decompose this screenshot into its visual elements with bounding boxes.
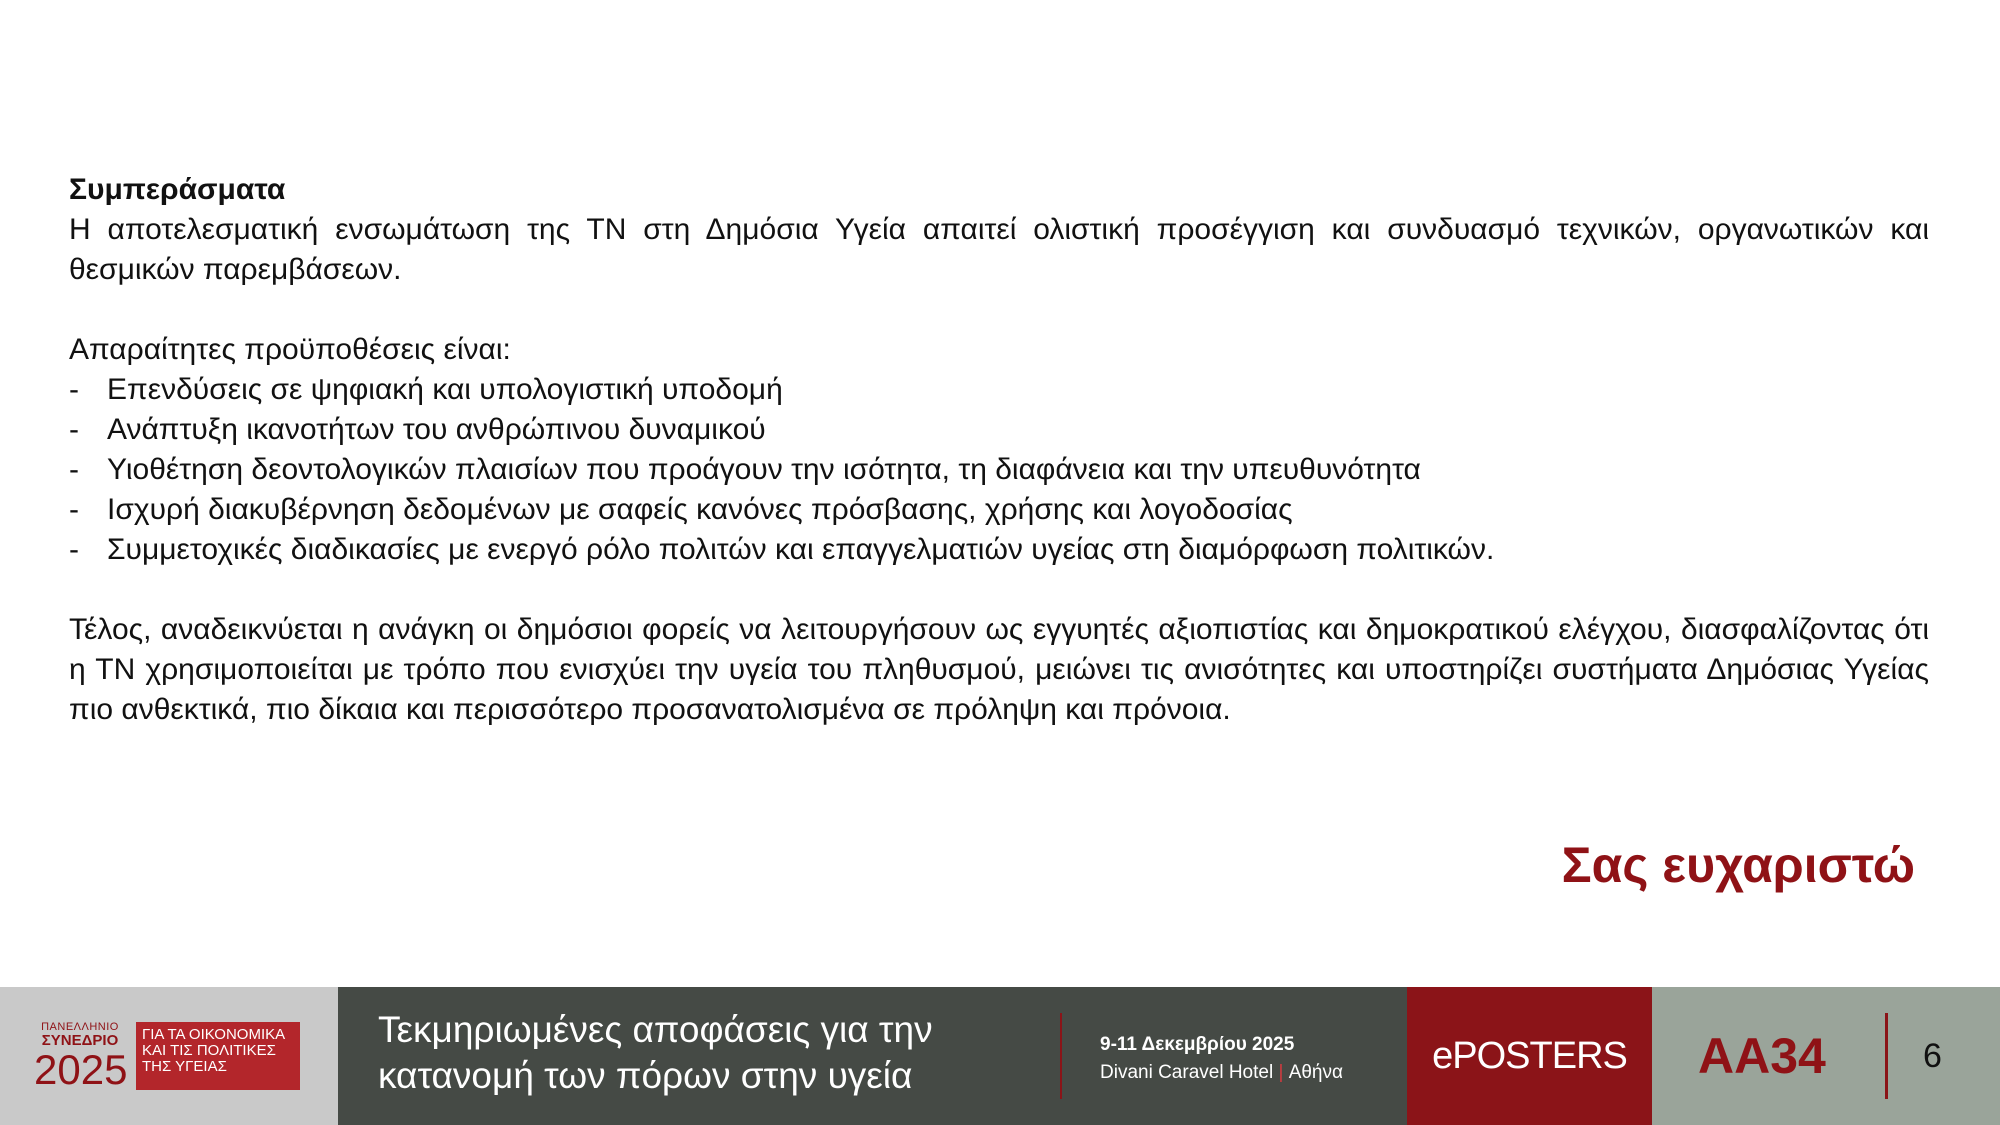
event-city: Αθήνα [1288,1062,1343,1083]
conference-title-line: κατανομή των πόρων στην υγεία [378,1055,913,1096]
logo-tagline-line: ΓΙΑ ΤΑ ΟΙΚΟΝΟΜΙΚΑ [142,1026,286,1043]
logo-tagline-line: ΤΗΣ ΥΓΕΙΑΣ [142,1058,227,1075]
conference-title-line: Τεκμηριωμένες αποφάσεις για την [378,1009,933,1050]
list-item [69,450,1929,490]
conclusions-section [69,170,1929,730]
prerequisites-label: Απαραίτητες προϋποθέσεις είναι: [69,333,511,366]
event-venue: Divani Caravel Hotel [1100,1062,1274,1083]
spacer [69,290,1929,330]
conference-title [378,1007,1018,1099]
list-item-text: Ισχυρή διακυβέρνηση δεδομένων με σαφείς κανόνες πρόσβασης, χρήσης και λογοδοσίας [107,493,1293,526]
event-venue-line [1100,1059,1343,1087]
divider [1060,1013,1062,1099]
intro-paragraph: Η αποτελεσματική ενσωμάτωση της ΤΝ στη Δημόσια Υγεία απαιτεί ολιστική προσέγγιση και συνδυασμό τεχνικών, οργανωτικών και θεσμικών παρεμβάσεων. [69,213,1929,286]
page-number: 6 [1923,1037,1942,1075]
venue-separator: | [1278,1062,1284,1083]
conference-title-panel [338,987,1407,1125]
list-item-text: Επενδύσεις σε ψηφιακή και υπολογιστική υποδομή [107,373,783,406]
closing-paragraph: Τέλος, αναδεικνύεται η ανάγκη οι δημόσιοι φορείς να λειτουργήσουν ως εγγυητές αξιοπιστίας και δημοκρατικού ελέγχου, διασφαλίζοντας ότι η ΤΝ χρησιμοποιείται με τρόπο που ενισχύει την υγεία του πληθυσμού, μειώνει τις ανισότητες και υποστηρίζει συστήματα Δημόσιας Υγείας πιο ανθεκτικά, πιο δίκαια και περισσότερο προσανατολισμένα σε πρόληψη και πρόνοια. [69,613,1929,726]
list-item [69,530,1929,570]
bullet-dash: - [69,373,79,406]
bullet-dash: - [69,533,79,566]
spacer [69,570,1929,610]
bullet-dash: - [69,493,79,526]
logo-tagline-line: ΚΑΙ ΤΙΣ ΠΟΛΙΤΙΚΕΣ [142,1042,276,1059]
poster-code-panel [1652,987,2000,1125]
list-item [69,490,1929,530]
list-item [69,370,1929,410]
divider [1885,1013,1888,1099]
event-details [1100,1031,1343,1087]
thank-you-text: Σας ευχαριστώ [1561,837,1915,893]
poster-code: ΑΑ34 [1698,1028,1826,1084]
event-date: 9-11 Δεκεμβρίου 2025 [1100,1034,1295,1055]
eposters-panel [1407,987,1652,1125]
eposters-label: ePOSTERS [1432,1034,1627,1077]
list-item [69,410,1929,450]
list-item-text: Συμμετοχικές διαδικασίες με ενεργό ρόλο πολιτών και επαγγελματιών υγείας στη διαμόρφωση πολιτικών. [107,533,1495,566]
logo-wordmark [34,1021,126,1092]
logo-year: 2025 [34,1046,128,1093]
logo-tagline-box [136,1022,300,1090]
footer-banner [0,987,2000,1125]
bullet-dash: - [69,413,79,446]
list-item-text: Ανάπτυξη ικανοτήτων του ανθρώπινου δυναμικού [107,413,766,446]
logo-line-2: ΣΥΝΕΔΡΙΟ [41,1032,119,1049]
section-heading: Συμπεράσματα [69,173,286,206]
bullet-dash: - [69,453,79,486]
logo-line-1: ΠΑΝΕΛΛΗΝΙΟ [41,1021,119,1033]
conference-logo [0,987,338,1125]
list-item-text: Υιοθέτηση δεοντολογικών πλαισίων που προάγουν την ισότητα, τη διαφάνεια και την υπευθυνότητα [107,453,1421,486]
prerequisites-list [69,370,1929,570]
